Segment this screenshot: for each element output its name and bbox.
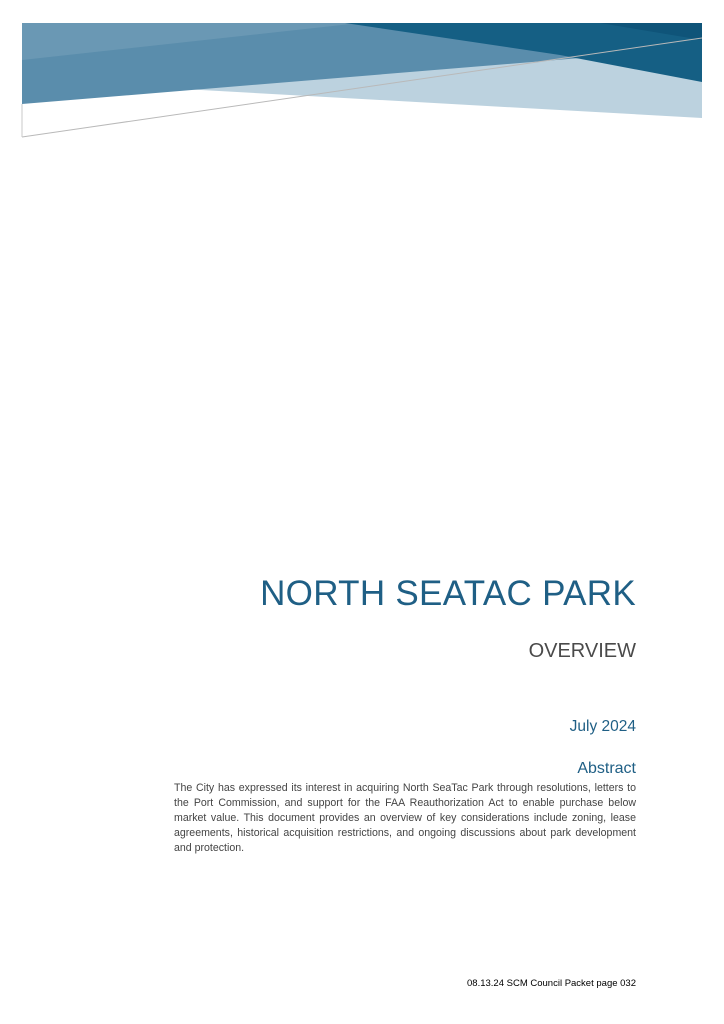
header-banner-graphic <box>0 0 724 150</box>
abstract-text: The City has expressed its interest in acquiring North SeaTac Park through resolutions, letters to the Port Commission, and support for the FAA Reauthorization Act to enable purchase below market value. This document provides an overview of key considerations include zoning, lease agreements, historical acquisition restrictions, and ongoing discussions about park development and protection. <box>174 782 636 855</box>
document-date: July 2024 <box>569 718 636 735</box>
page-footer: 08.13.24 SCM Council Packet page 032 <box>467 978 636 989</box>
document-title: NORTH SEATAC PARK <box>260 574 636 613</box>
document-subtitle: OVERVIEW <box>528 640 636 662</box>
abstract-heading: Abstract <box>577 760 636 777</box>
